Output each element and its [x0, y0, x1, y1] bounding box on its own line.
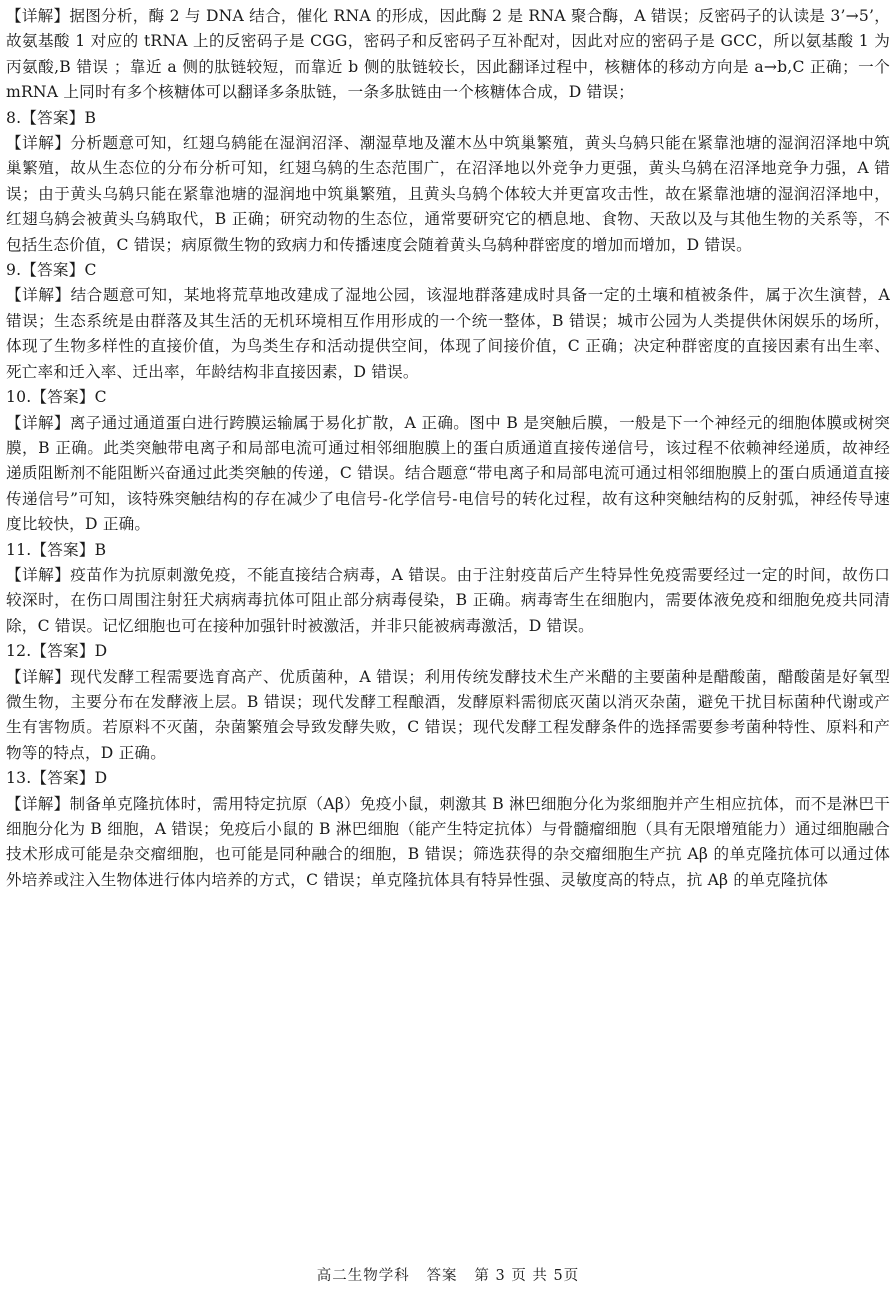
answer-heading-10: 10.【答案】C — [6, 388, 107, 407]
detail-paragraph-13: 【详解】制备单克隆抗体时，需用特定抗原（Aβ）免疫小鼠，刺激其 B 淋巴细胞分化为浆细胞并产生相应抗体，而不是淋巴干细胞分化为 B 细胞，A 错误；免疫后小鼠的 B 淋巴细胞（能产生特定抗体）与骨髓瘤细胞（具有无限增殖能力）通过细胞融合技术形成可能是杂交瘤细胞，也可能是同种融合的细胞，B 错误；筛选获得的杂交瘤细胞生产抗 Aβ 的单克隆抗体可以通过体外培养或注入生物体进行体内培养的方式，C 错误；单克隆抗体具有特异性强、灵敏度高的特点，抗 Aβ 的单克隆抗体 — [6, 794, 890, 889]
answer-heading-11: 11.【答案】B — [6, 540, 107, 559]
detail-paragraph-11: 【详解】疫苗作为抗原刺激免疫，不能直接结合病毒，A 错误。由于注射疫苗后产生特异性免疫需要经过一定的时间，故伤口较深时，在伤口周围注射狂犬病病毒抗体可阻止部分病毒侵染，B 正确。病毒寄生在细胞内，需要体液免疫和细胞免疫共同清除，C 错误。记忆细胞也可在接种加强针时被激活，并非只能被病毒激活，D 错误。 — [6, 565, 890, 635]
answer-heading-12: 12.【答案】D — [6, 642, 108, 661]
detail-paragraph-9: 【详解】结合题意可知，某地将荒草地改建成了湿地公园，该湿地群落建成时具备一定的土壤和植被条件，属于次生演替，A 错误；生态系统是由群落及其生活的无机环境相互作用形成的一个统一整体，B 错误；城市公园为人类提供休闲娱乐的场所，体现了生物多样性的直接价值，为鸟类生存和活动提供空间，体现了间接价值，C 正确；决定种群密度的直接因素有出生率、死亡率和迁入率、迁出率，年龄结构非直接因素，D 错误。 — [6, 286, 890, 381]
page-footer: 高二生物学科 答案 第 3 页 共 5页 — [316, 1268, 580, 1284]
answer-heading-9: 9.【答案】C — [6, 261, 97, 280]
answer-heading-13: 13.【答案】D — [6, 769, 108, 788]
answer-heading-8: 8.【答案】B — [6, 108, 97, 127]
answer-document — [6, 4, 890, 893]
detail-paragraph-12: 【详解】现代发酵工程需要选育高产、优质菌种，A 错误；利用传统发酵技术生产米醋的主要菌种是醋酸菌，醋酸菌是好氧型微生物，主要分布在发酵液上层。B 错误；现代发酵工程酿酒，发酵原料需彻底灭菌以消灭杂菌，避免干扰目标菌种代谢或产生有害物质。若原料不灭菌，杂菌繁殖会导致发酵失败，C 错误；现代发酵工程发酵条件的选择需要参考菌种特性、原料和产物等的特点，D 正确。 — [6, 667, 890, 762]
detail-paragraph-7: 【详解】据图分析，酶 2 与 DNA 结合，催化 RNA 的形成，因此酶 2 是 RNA 聚合酶，A 错误；反密码子的认读是 3’→5’，故氨基酸 1 对应的 tRNA 上的反密码子是 CGG，密码子和反密码子互补配对，因此对应的密码子是 GCC，所以氨基酸 1 为丙氨酸,B 错误 ；靠近 a 侧的肽链较短，而靠近 b 侧的肽链较长，因此翻译过程中，核糖体的移动方向是 a→b,C 正确；一个 mRNA 上同时有多个核糖体可以翻译多条肽链，一条多肽链由一个核糖体合成，D 错误； — [6, 7, 890, 102]
detail-paragraph-8: 【详解】分析题意可知，红翅乌鸫能在湿润沼泽、潮湿草地及灌木丛中筑巢繁殖，黄头乌鸫只能在紧靠池塘的湿润沼泽地中筑巢繁殖，故从生态位的分布分析可知，红翅乌鸫的生态范围广，在沼泽地以外竞争力更强，黄头乌鸫在沼泽地竞争力强，A 错误；由于黄头乌鸫只能在紧靠池塘的湿润地中筑巢繁殖，且黄头乌鸫个体较大并更富攻击性，故在紧靠池塘的湿润沼泽地中，红翅乌鸫会被黄头乌鸫取代，B 正确；研究动物的生态位，通常要研究它的栖息地、食物、天敌以及与其他生物的关系等，不包括生态价值，C 错误；病原微生物的致病力和传播速度会随着黄头乌鸫种群密度的增加而增加，D 错误。 — [6, 134, 890, 254]
detail-paragraph-10: 【详解】离子通过通道蛋白进行跨膜运输属于易化扩散，A 正确。图中 B 是突触后膜，一般是下一个神经元的细胞体膜或树突膜，B 正确。此类突触带电离子和局部电流可通过相邻细胞膜上的蛋白质通道直接传递信号，该过程不依赖神经递质，故神经递质阻断剂不能阻断兴奋通过此类突触的传递，C 错误。结合题意“带电离子和局部电流可通过相邻细胞膜上的蛋白质通道直接传递信号”可知，该特殊突触结构的存在减少了电信号-化学信号-电信号的转化过程，故有这种突触结构的反射弧，神经传导速度比较快，D 正确。 — [6, 413, 890, 534]
